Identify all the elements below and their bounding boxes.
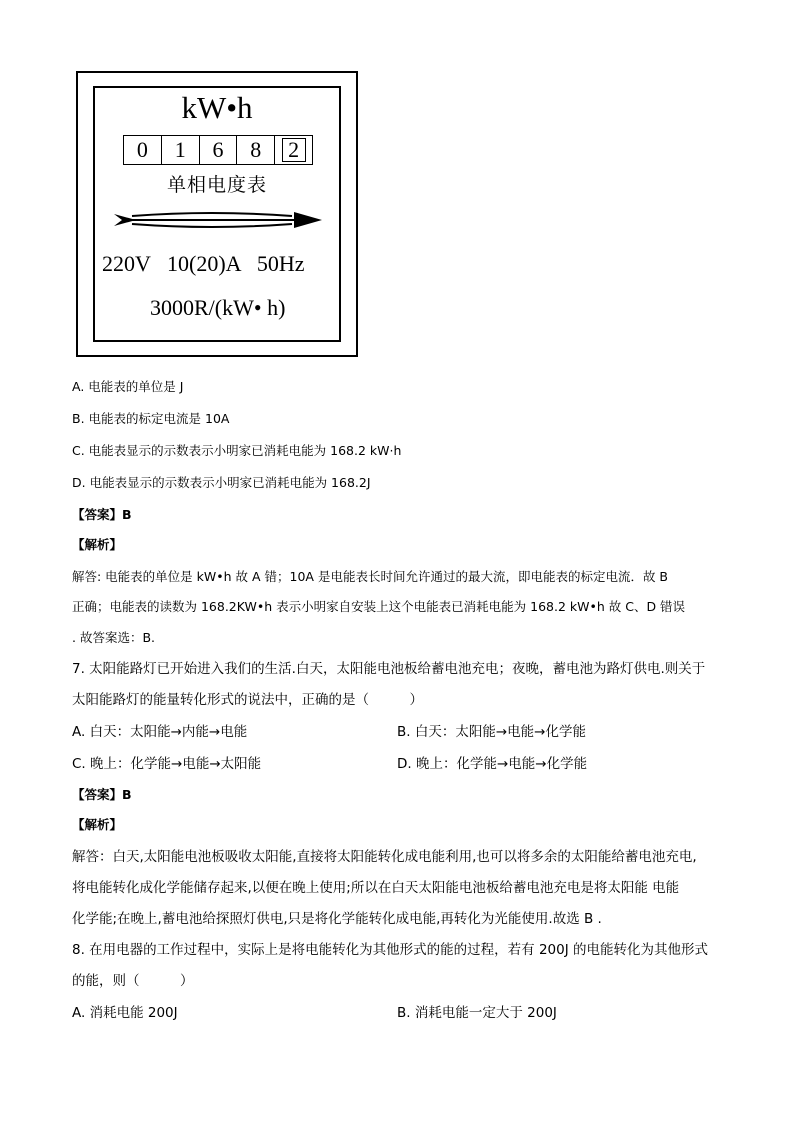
q7-analysis-line: 化学能;在晚上,蓄电池给探照灯供电,只是将化学能转化成电能,再转化为光能使用.故选 B . (72, 911, 602, 927)
q7-option-d: D. 晚上：化学能→电能→化学能 (397, 756, 588, 772)
q7-stem-line: 7. 太阳能路灯已开始进入我们的生活.白天，太阳能电池板给蓄电池充电；夜晚，蓄电池为路灯供电.则关于 (72, 661, 706, 677)
q7-analysis-line: 解答：白天,太阳能电池板吸收太阳能,直接将太阳能转化成电能利用,也可以将多余的太阳能给蓄电池充电, (72, 849, 697, 865)
meter-digit: 6 (200, 136, 238, 164)
q7-answer: 【答案】B (72, 787, 132, 802)
meter-unit: kW•h (181, 90, 253, 125)
q7-option-b: B. 白天：太阳能→电能→化学能 (397, 724, 586, 740)
q6-option-a: A. 电能表的单位是 J (72, 379, 184, 394)
meter-digit: 0 (124, 136, 162, 164)
q8-option-b: B. 消耗电能一定大于 200J (397, 1005, 557, 1021)
q6-answer: 【答案】B (72, 507, 132, 522)
q6-analysis-line: 解答: 电能表的单位是 kW•h 故 A 错；10A 是电能表长时间允许通过的最大流，即电能表的标定电流．故 B (72, 569, 669, 584)
meter-name: 单相电度表 (166, 174, 267, 196)
q8-stem-line: 8. 在用电器的工作过程中，实际上是将电能转化为其他形式的能的过程，若有 200J 的电能转化为其他形式 (72, 942, 709, 958)
q6-option-b: B. 电能表的标定电流是 10A (72, 411, 230, 426)
q7-option-c: C. 晚上：化学能→电能→太阳能 (72, 756, 262, 772)
meter-digit: 1 (162, 136, 200, 164)
rotation-arrow-icon (112, 208, 324, 232)
q8-option-a: A. 消耗电能 200J (72, 1005, 178, 1021)
q6-option-d: D. 电能表显示的示数表示小明家已消耗电能为 168.2J (72, 475, 371, 490)
meter-digit: 8 (237, 136, 275, 164)
q7-analysis-line: 将电能转化成化学能储存起来,以便在晚上使用;所以在白天太阳能电池板给蓄电池充电是将太阳能 电能 (72, 880, 680, 896)
meter-decimal-digit: 2 (275, 136, 312, 164)
meter-constant: 3000R/(kW• h) (150, 295, 286, 320)
q7-option-a: A. 白天：太阳能→内能→电能 (72, 724, 248, 740)
q7-analysis-title: 【解析】 (72, 817, 123, 832)
meter-specs: 220V 10(20)A 50Hz (102, 251, 305, 276)
q8-stem-line: 的能，则（ ） (72, 973, 194, 989)
q6-analysis-line: . 故答案选：B. (72, 630, 155, 645)
q6-option-c: C. 电能表显示的示数表示小明家已消耗电能为 168.2 kW·h (72, 443, 402, 458)
q6-analysis-title: 【解析】 (72, 537, 123, 552)
q6-analysis-line: 正确；电能表的读数为 168.2KW•h 表示小明家自安装上这个电能表已消耗电能为 168.2 kW•h 故 C、D 错误 (72, 599, 686, 614)
q7-stem-line: 太阳能路灯的能量转化形式的说法中，正确的是（ ） (72, 692, 423, 708)
meter-digits (123, 135, 313, 165)
